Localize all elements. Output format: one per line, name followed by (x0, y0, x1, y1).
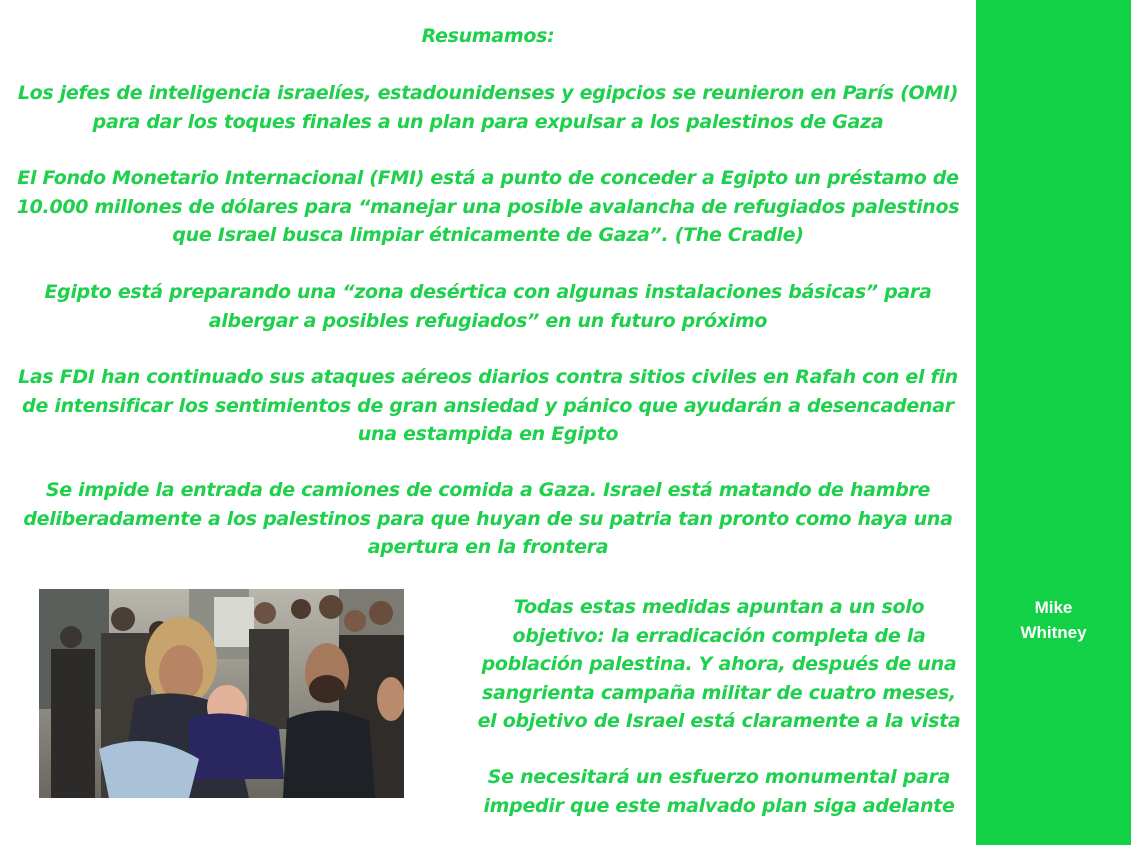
article-paragraph-2: El Fondo Monetario Internacional (FMI) está a punto de conceder a Egipto un préstamo de 10.000 millones de dólares para “manejar una posible avalancha de refugiados palestinos que Israel busca limpiar étnicamente de Gaza”. (The Cradle) (16, 167, 960, 246)
side-paragraph-2: Se necesitará un esfuerzo monumental para impedir que este malvado plan siga adelante (483, 766, 955, 817)
article-paragraph-4: Las FDI han continuado sus ataques aéreos diarios contra sitios civiles en Rafah con el fin de intensificar los sentimientos de gran ansiedad y pánico que ayudarán a desencadenar una estampida en Egipto (18, 366, 958, 445)
article-heading: Resumamos: (421, 25, 555, 47)
side-paragraph-1: Todas estas medidas apuntan a un solo objetivo: la erradicación completa de la población palestina. Y ahora, después de una sangrienta campaña militar de cuatro meses, el objetivo de Israel está claramente a la vista (477, 596, 961, 732)
author-last-name: Whitney (1020, 623, 1087, 642)
article-paragraph-1: Los jefes de inteligencia israelíes, estadounidenses y egipcios se reunieron en París (OMI) para dar los toques finales a un plan para expulsar a los palestinos de Gaza (17, 82, 959, 133)
refugees-photo (39, 589, 404, 798)
article-paragraph-3: Egipto está preparando una “zona desértica con algunas instalaciones básicas” para albergar a posibles refugiados” en un futuro próximo (44, 281, 932, 332)
author-name (976, 595, 1131, 645)
author-sidebar (976, 0, 1131, 845)
author-first-name: Mike (1034, 598, 1073, 617)
article-paragraph-5: Se impide la entrada de camiones de comida a Gaza. Israel está matando de hambre deliberadamente a los palestinos para que huyan de su patria tan pronto como haya una apertura en la frontera (23, 479, 953, 558)
